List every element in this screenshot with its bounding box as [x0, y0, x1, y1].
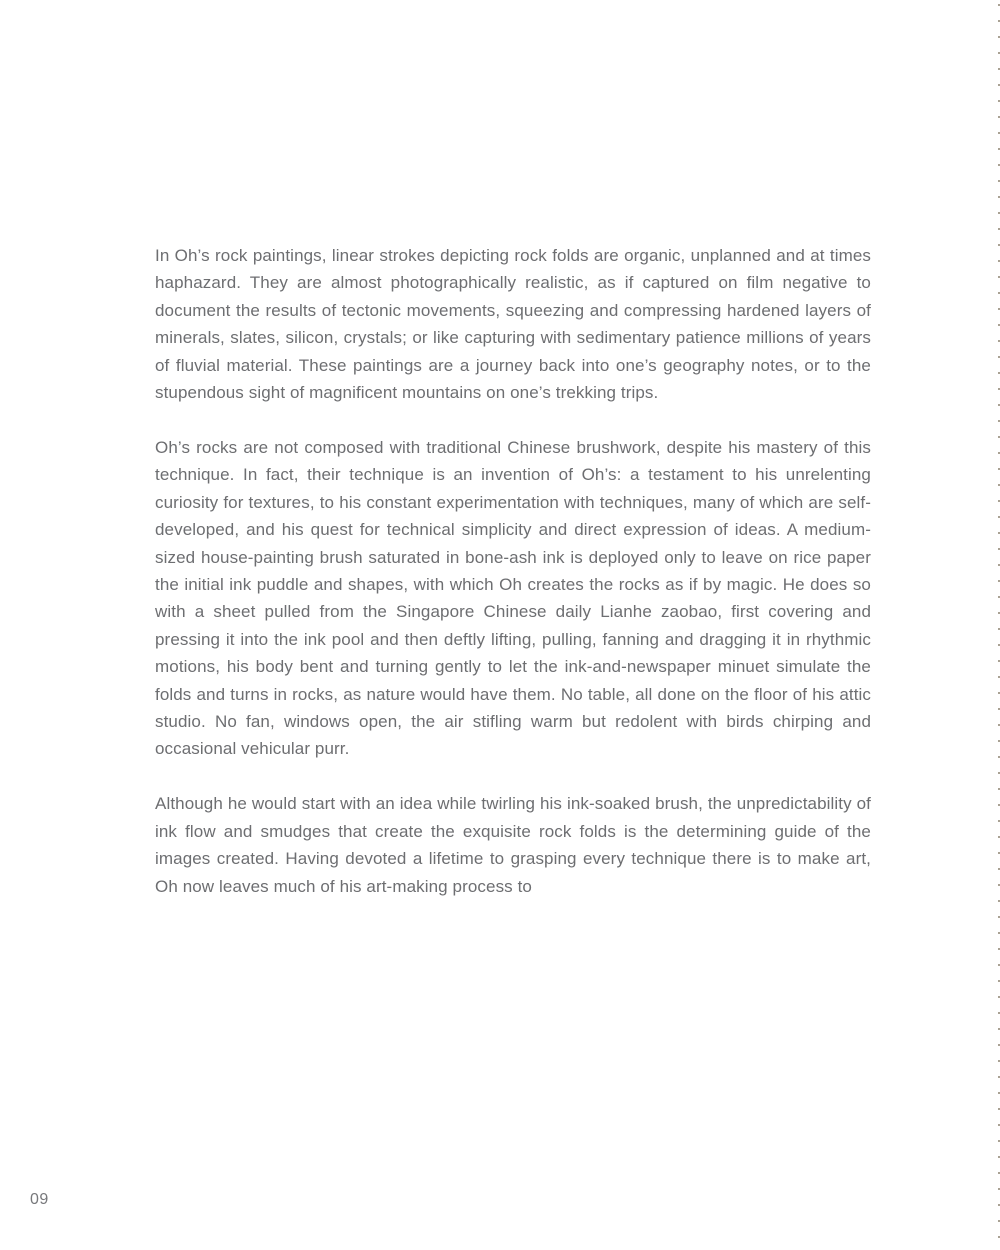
paragraph-2: Oh’s rocks are not composed with traditional Chinese brushwork, despite his mastery of this technique. In fact, their technique is an invention of Oh’s: a testament to his unrelenting curiosity for textures, to his constant experimentation with techniques, many of which are self-developed, and his quest for technical simplicity and direct expression of ideas. A medium-sized house-painting brush saturated in bone-ash ink is deployed only to leave on rice paper the initial ink puddle and shapes, with which Oh creates the rocks as if by magic. He does so with a sheet pulled from the Singapore Chinese daily Lianhe zaobao, first covering and pressing it into the ink pool and then deftly lifting, pulling, fanning and dragging it in rhythmic motions, his body bent and turning gently to let the ink-and-newspaper minuet simulate the folds and turns in rocks, as nature would have them. No table, all done on the floor of his attic studio. No fan, windows open, the air stifling warm but redolent with birds chirping and occasional vehicular purr.	[155, 437, 871, 759]
paragraph-1: In Oh’s rock paintings, linear strokes depicting rock folds are organic, unplanned and at times haphazard. They are almost photographically realistic, as if captured on film negative to document the results of tectonic movements, squeezing and compressing hardened layers of minerals, slates, silicon, crystals; or like capturing with sedimentary patience millions of years of fluvial material. These paintings are a journey back into one’s geography notes, or to the stupendous sight of magnificent mountains on one’s trekking trips.	[155, 246, 871, 403]
paragraph-3: Although he would start with an idea while twirling his ink-soaked brush, the unpredictability of ink flow and smudges that create the exquisite rock folds is the determining guide of the images created. Having devoted a lifetime to grasping every technique there is to make art, Oh now leaves much of his art-making process to	[155, 794, 871, 896]
page-number: 09	[30, 1191, 49, 1208]
body-text-block	[155, 242, 871, 900]
